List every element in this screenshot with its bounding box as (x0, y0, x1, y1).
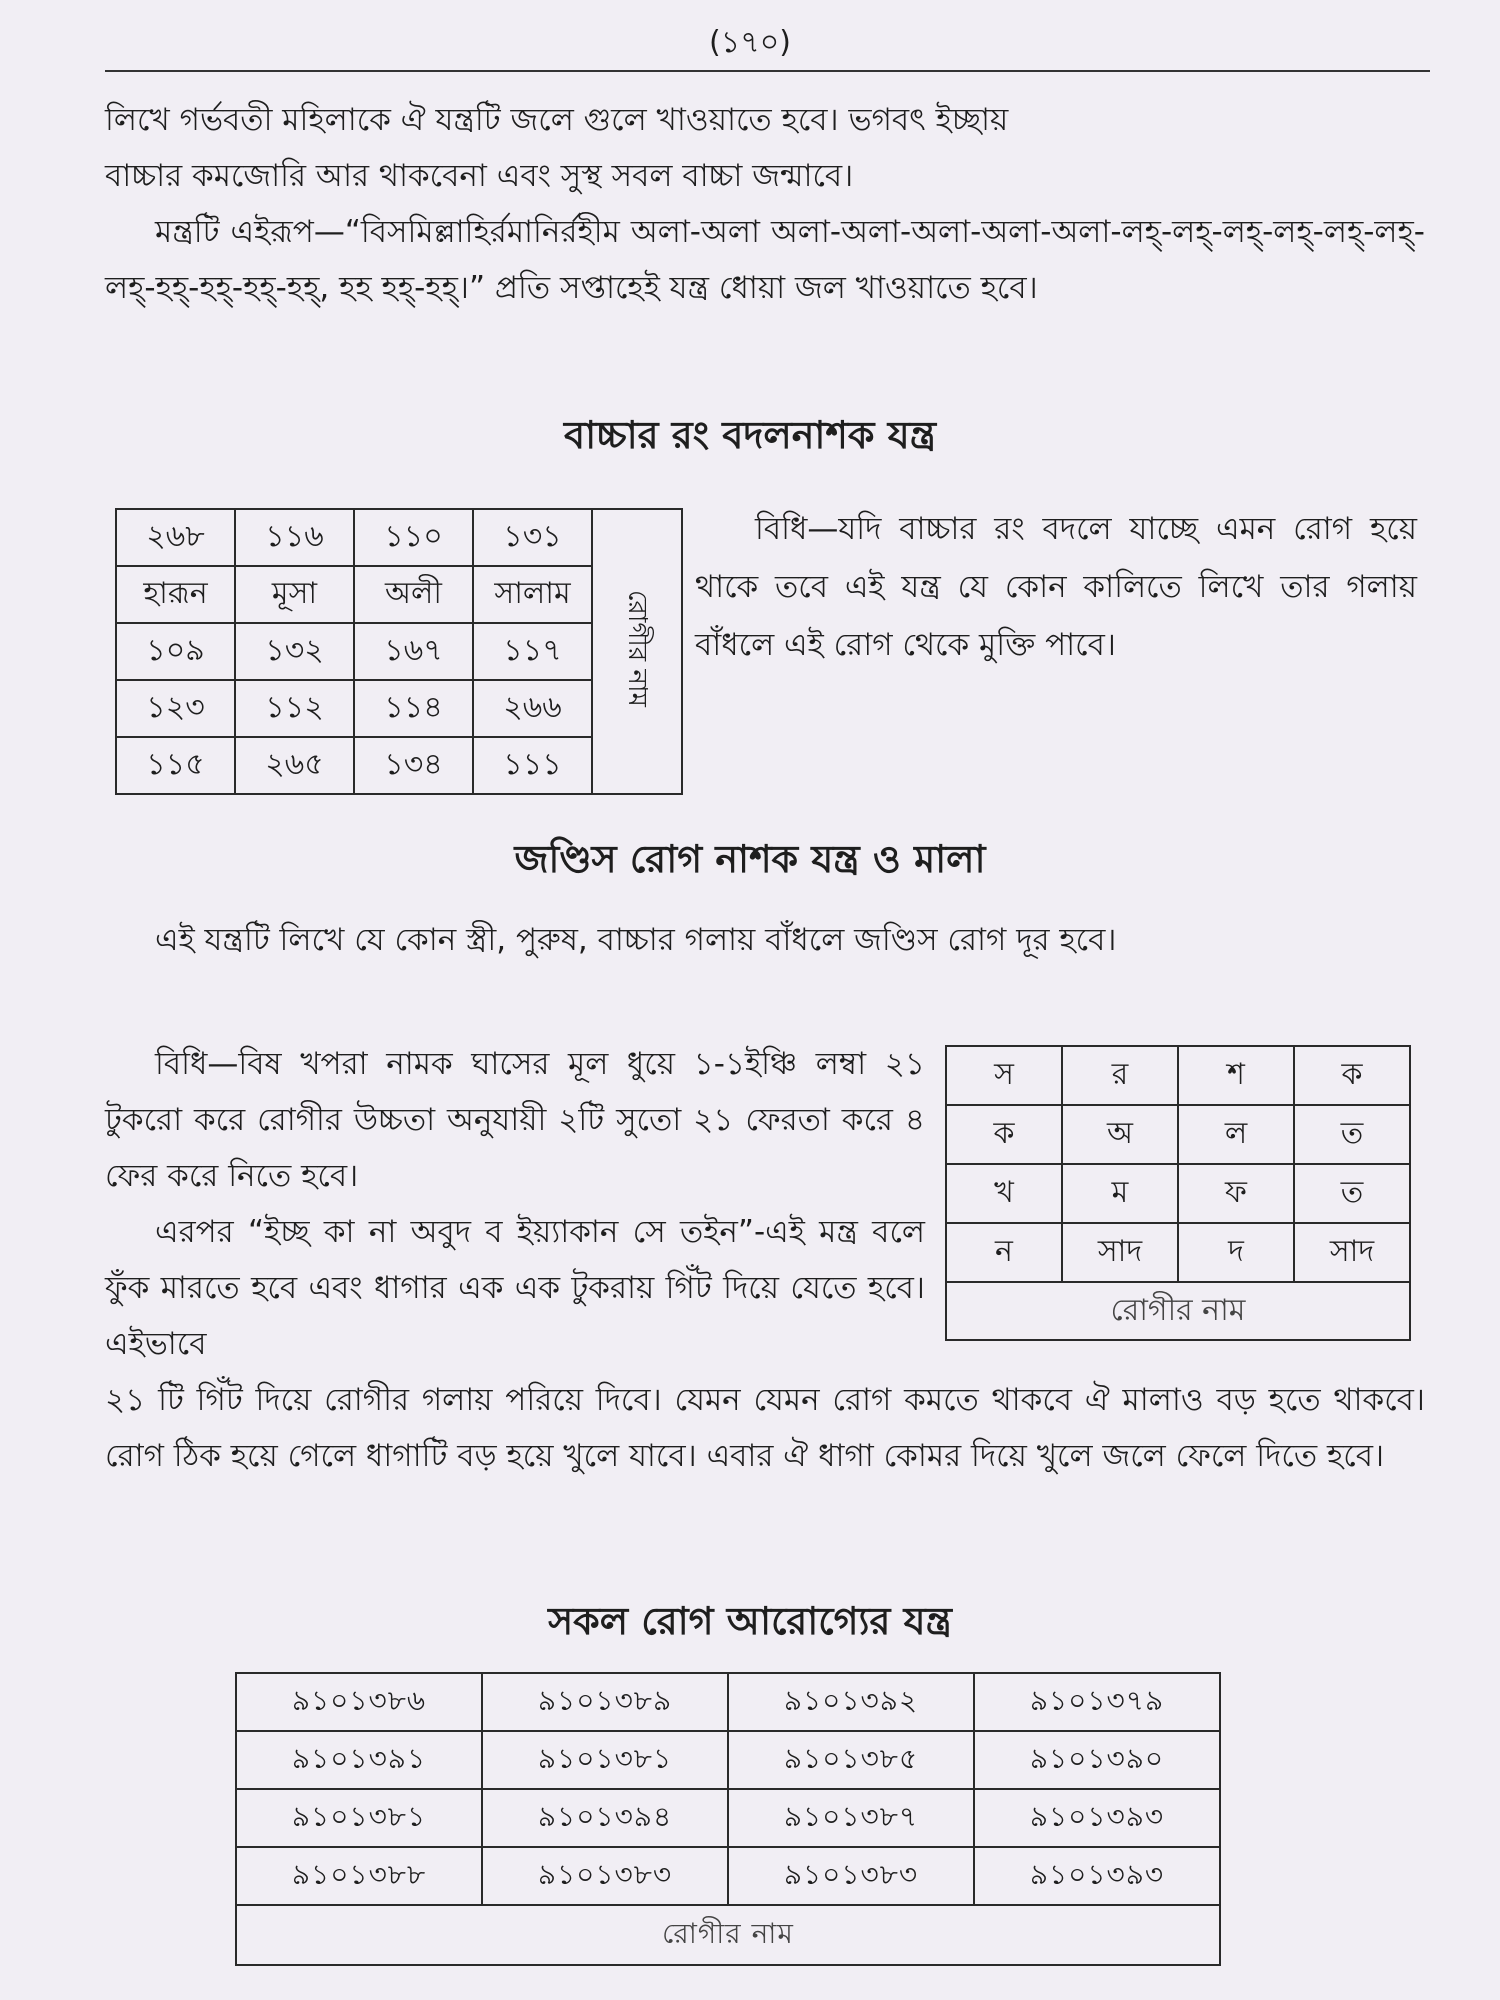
yantra-cell: ৯১০১৩৯৩ (974, 1847, 1220, 1905)
section-baby-color-description: বিধি—যদি বাচ্চার রং বদলে যাচ্ছে এমন রোগ হয়ে থাকে তবে এই যন্ত্র যে কোন কালিতে লিখে তার গলায় বাঁধলে এই রোগ থেকে মুক্তি পাবে। (695, 511, 1417, 663)
yantra-cell: ৯১০১৩৮৬ (236, 1673, 482, 1731)
section-jaundice-method-2: এরপর “ইচ্ছ কা না অবুদ ব ইয়্যাকান সে তইন”-এই মন্ত্র বলে ফুঁক মারতে হবে এবং ধাগার এক এক টুকরায় গিঁট দিয়ে যেতে হবে। এইভাবে (105, 1214, 925, 1362)
yantra-cell: ত (1294, 1164, 1410, 1223)
yantra-cell: সাদ (1294, 1223, 1410, 1282)
yantra-row (116, 509, 682, 566)
yantra-cell: ল (1178, 1105, 1294, 1164)
yantra-cell: ১১৪ (354, 680, 473, 737)
yantra-cell: ১১৭ (473, 623, 592, 680)
page-number: (১৭০) (709, 25, 791, 60)
section-baby-color-title: বাচ্চার রং বদলনাশক যন্ত্র (563, 413, 936, 457)
yantra-cell: ১৩১ (473, 509, 592, 566)
yantra-cell: ১৩৪ (354, 737, 473, 794)
yantra-cell: ন (946, 1223, 1062, 1282)
yantra-cell: হারূন (116, 566, 235, 623)
yantra-cell: ১০৯ (116, 623, 235, 680)
section-jaundice-method-3: ২১ টি গিঁট দিয়ে রোগীর গলায় পরিয়ে দিবে। যেমন যেমন রোগ কমতে থাকবে ঐ মালাও বড় হতে থাকবে। রোগ ঠিক হয়ে গেলে ধাগাটি বড় হয়ে খুলে যাবে। এবার ঐ ধাগা কোমর দিয়ে খুলে জলে ফেলে দিতে হবে। (105, 1382, 1425, 1474)
yantra-row (946, 1164, 1410, 1223)
yantra-cell: ক (946, 1105, 1062, 1164)
yantra-cell: সালাম (473, 566, 592, 623)
yantra-row (946, 1105, 1410, 1164)
yantra-cell: ৯১০১৩৯০ (974, 1731, 1220, 1789)
yantra-cell: ৯১০১৩৯১ (236, 1731, 482, 1789)
patient-name-side-label-text: রোগীর নাম (622, 589, 652, 707)
yantra-cell: ক (1294, 1046, 1410, 1105)
yantra-cell: ৯১০১৩৮৮ (236, 1847, 482, 1905)
yantra-cell: অ (1062, 1105, 1178, 1164)
yantra-cell: ৯১০১৩৯৪ (482, 1789, 728, 1847)
yantra-row (236, 1789, 1220, 1847)
yantra-row (236, 1847, 1220, 1905)
yantra-cell: অলী (354, 566, 473, 623)
yantra-cell: ৯১০১৩৮১ (482, 1731, 728, 1789)
jaundice-yantra-table (945, 1045, 1411, 1341)
yantra-cell: ২৬৬ (473, 680, 592, 737)
patient-name-row (236, 1905, 1220, 1965)
yantra-cell: ১১০ (354, 509, 473, 566)
yantra-cell: ১১৫ (116, 737, 235, 794)
patient-name-row (946, 1282, 1410, 1340)
yantra-row (236, 1731, 1220, 1789)
yantra-row (946, 1046, 1410, 1105)
yantra-cell: ৯১০১৩৯২ (728, 1673, 974, 1731)
yantra-cell: মূসা (235, 566, 354, 623)
yantra-cell: র (1062, 1046, 1178, 1105)
yantra-cell: ৯১০১৩৯৩ (974, 1789, 1220, 1847)
yantra-cell: ২৬৮ (116, 509, 235, 566)
yantra-cell: ১১২ (235, 680, 354, 737)
section-all-cure-title: সকল রোগ আরোগ্যের যন্ত্র (548, 1599, 952, 1643)
yantra-cell: খ (946, 1164, 1062, 1223)
baby-color-yantra-table (115, 508, 683, 795)
yantra-cell: ৯১০১৩৮৯ (482, 1673, 728, 1731)
yantra-cell: ১১৬ (235, 509, 354, 566)
yantra-cell: ৯১০১৩৮৫ (728, 1731, 974, 1789)
yantra-row (236, 1673, 1220, 1731)
yantra-cell: স (946, 1046, 1062, 1105)
yantra-cell: ২৬৫ (235, 737, 354, 794)
patient-name-label: রোগীর নাম (236, 1905, 1220, 1965)
yantra-cell: ৯১০১৩৮৩ (482, 1847, 728, 1905)
section-jaundice-method-1: বিধি—বিষ খপরা নামক ঘাসের মূল ধুয়ে ১-১ইঞ্চি লম্বা ২১ টুকরো করে রোগীর উচ্চতা অনুযায়ী ২টি সুতো ২১ ফেরতা করে ৪ ফের করে নিতে হবে। (105, 1046, 925, 1194)
yantra-cell: ১৬৭ (354, 623, 473, 680)
yantra-row (946, 1223, 1410, 1282)
yantra-cell: ১৩২ (235, 623, 354, 680)
yantra-cell: ৯১০১৩৭৯ (974, 1673, 1220, 1731)
patient-name-side-label (592, 509, 682, 794)
section-jaundice-title: জণ্ডিস রোগ নাশক যন্ত্র ও মালা (514, 837, 986, 881)
yantra-cell: ফ (1178, 1164, 1294, 1223)
yantra-cell: দ (1178, 1223, 1294, 1282)
intro-mantra: মন্ত্রটি এইরূপ—“বিসমিল্লাহির্রমানির্রহীম অলা-অলা অলা-অলা-অলা-অলা-অলা-লহ্-লহ্-লহ্-লহ্-লহ্-লহ্-লহ্-হহ্-হহ্-হহ্-হহ্, হহ হহ্-হহ্।” প্রতি সপ্তাহেই যন্ত্র ধোয়া জল খাওয়াতে হবে। (105, 214, 1425, 306)
patient-name-label: রোগীর নাম (946, 1282, 1410, 1340)
yantra-cell: ম (1062, 1164, 1178, 1223)
yantra-cell: শ (1178, 1046, 1294, 1105)
yantra-cell: সাদ (1062, 1223, 1178, 1282)
yantra-cell: ৯১০১৩৮৭ (728, 1789, 974, 1847)
yantra-cell: ৯১০১৩৮৩ (728, 1847, 974, 1905)
header-rule (105, 70, 1430, 72)
yantra-cell: ১২৩ (116, 680, 235, 737)
yantra-cell: ৯১০১৩৮১ (236, 1789, 482, 1847)
intro-line-1: লিখে গর্ভবতী মহিলাকে ঐ যন্ত্রটি জলে গুলে খাওয়াতে হবে। ভগবৎ ইচ্ছায় (105, 102, 1009, 138)
intro-line-2: বাচ্চার কমজোরি আর থাকবেনা এবং সুস্থ সবল বাচ্চা জন্মাবে। (105, 158, 854, 194)
yantra-cell: ১১১ (473, 737, 592, 794)
yantra-cell: ত (1294, 1105, 1410, 1164)
all-cure-yantra-table (235, 1672, 1221, 1966)
section-jaundice-intro: এই যন্ত্রটি লিখে যে কোন স্ত্রী, পুরুষ, বাচ্চার গলায় বাঁধলে জণ্ডিস রোগ দূর হবে। (155, 922, 1117, 958)
